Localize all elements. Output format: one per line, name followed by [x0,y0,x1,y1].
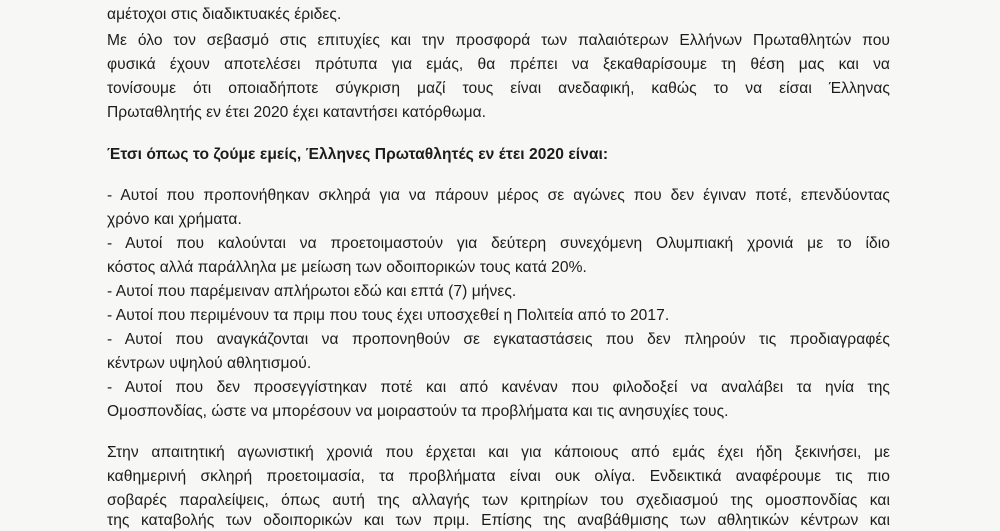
text-line: τονίσουμε ότι οποιαδήποτε σύγκριση μαζί τους είναι ανεδαφική, καθώς το να είσαι Έλληνας [107,80,890,97]
text-line: Πρωταθλητής εν έτει 2020 έχει καταντήσει κατόρθωμα. [107,104,487,121]
text-line: της καταβολής των οδοιπορικών και των πριμ. Επίσης της αναβάθμισης των αθλητικών κέντρων και [107,512,890,529]
list-item: - Αυτοί που δεν προσεγγίστηκαν ποτέ και από κανέναν που φιλοδοξεί να αναλάβει τα ηνία της [107,379,890,396]
text-line: καθημερινή σκληρή προετοιμασία, τα προβλήματα είναι ουκ ολίγα. Ενδεικτικά αναφέρουμε τις πιο [107,468,890,485]
list-item: - Αυτοί που προπονήθηκαν σκληρά για να πάρουν μέρος σε αγώνες που δεν έγιναν ποτέ, επενδύοντας [107,187,890,204]
list-item-continuation: κέντρων υψηλού αθλητισμού. [107,355,312,372]
text-line: σοβαρές παραλείψεις, όπως αυτή της αλλαγής των κριτηρίων του σχεδιασμού της ομοσπονδίας και [107,492,890,509]
list-item: - Αυτοί που καλούνται να προετοιμαστούν για δεύτερη συνεχόμενη Ολυμπιακή χρονιά με το ίδιο [107,235,890,252]
text-line: φυσικά έχουν αποτελέσει πρότυπα για εμάς, θα πρέπει να ξεκαθαρίσουμε τη θέση μας και να [107,56,890,73]
text-line: Στην απαιτητική αγωνιστική χρονιά που έρχεται και για κάποιους από εμάς έχει ήδη ξεκινήσει, με [107,444,890,461]
list-item-continuation: Ομοσπονδίας, ώστε να μπορέσουν να μοιραστούν τα προβλήματα και τις ανησυχίες τους. [107,403,729,420]
list-item: - Αυτοί που περιμένουν τα πριμ που τους έχει υποσχεθεί η Πολιτεία από το 2017. [107,307,670,324]
list-item-continuation: χρόνο και χρήματα. [107,211,242,228]
section-heading: Έτσι όπως το ζούμε εμείς, Έλληνες Πρωταθλητές εν έτει 2020 είναι: [107,146,609,163]
list-item: - Αυτοί που παρέμειναν απλήρωτοι εδώ και επτά (7) μήνες. [107,283,517,300]
list-item-continuation: κόστος αλλά παράλληλα με μείωση των οδοιπορικών τους κατά 20%. [107,259,587,276]
text-line: αμέτοχοι στις διαδικτυακές έριδες. [107,6,342,23]
text-line: Με όλο τον σεβασμό στις επιτυχίες και την προσφορά των παλαιότερων Ελλήνων Πρωταθλητών που [107,32,890,49]
list-item: - Αυτοί που αναγκάζονται να προπονηθούν σε εγκαταστάσεις που δεν πληρούν τις προδιαγραφές [107,331,890,348]
